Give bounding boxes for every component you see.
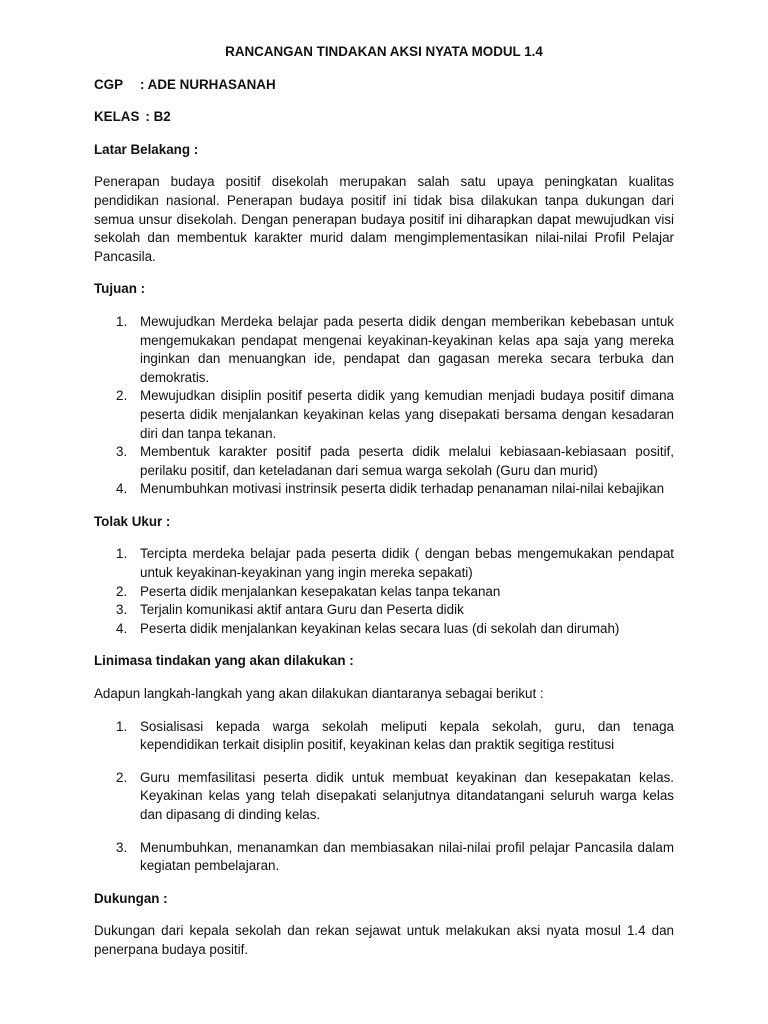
list-item (94, 718, 674, 755)
list-item (94, 601, 674, 620)
list-number: 3. (116, 839, 128, 855)
list-number: 2. (116, 388, 128, 404)
list-number: 2. (116, 769, 128, 785)
list-text: Peserta didik menjalankan keyakinan kelas secara luas (di sekolah dan dirumah) (140, 620, 620, 636)
list-text: Terjalin komunikasi aktif antara Guru dan Peserta didik (140, 602, 464, 618)
cgp-label: CGP (94, 76, 124, 92)
list-item (94, 583, 674, 602)
latar-paragraph: Penerapan budaya positif disekolah merupakan salah satu upaya peningkatan kualitas pendidikan nasional. Penerapan budaya positif ini tidak bisa dilakukan tanpa dukungan dari semua unsur disekolah. Dengan penerapan budaya positif ini diharapkan dapat mewujudkan visi sekolah dan membentuk karakter murid dalam mengimplementasikan nilai-nilai Profil Pelajar Pancasila. (94, 174, 674, 264)
kelas-value: : B2 (145, 109, 171, 125)
cgp-value: : ADE NURHASANAH (140, 76, 276, 92)
list-item (94, 387, 674, 443)
list-number: 2. (116, 583, 128, 599)
list-text: Tercipta merdeka belajar pada peserta didik ( dengan bebas mengemukakan pendapat untuk keyakinan-keyakinan yang ingin mereka sepakati) (140, 546, 674, 581)
list-item (94, 769, 674, 825)
list-item (94, 480, 674, 499)
list-text: Menumbuhkan motivasi instrinsik peserta didik terhadap penanaman nilai-nilai kebajikan (140, 481, 665, 497)
list-text: Mewujudkan disiplin positif peserta didik yang kemudian menjadi budaya positif dimana peserta didik menjalankan keyakinan kelas yang disepakati bersama dengan kesadaran diri dan tanpa tekanan. (140, 388, 674, 441)
list-text: Peserta didik menjalankan kesepakatan kelas tanpa tekanan (140, 583, 501, 599)
list-text: Sosialisasi kepada warga sekolah meliputi kepala sekolah, guru, dan tenaga kependidikan terkait disiplin positif, keyakinan kelas dan praktik segitiga restitusi (140, 718, 674, 753)
tolak-ukur-heading: Tolak Ukur : (94, 513, 171, 529)
list-number: 1. (116, 718, 128, 734)
list-number: 1. (116, 546, 128, 562)
document-title: RANCANGAN TINDAKAN AKSI NYATA MODUL 1.4 (225, 44, 543, 59)
latar-heading: Latar Belakang : (94, 141, 199, 157)
tujuan-heading: Tujuan : (94, 281, 146, 297)
dukungan-heading: Dukungan : (94, 890, 168, 906)
list-item (94, 443, 674, 480)
list-text: Mewujudkan Merdeka belajar pada peserta didik dengan memberikan kebebasan untuk mengemukakan pendapat mengenai keyakinan-keyakinan kelas apa saja yang mereka inginkan dan menuangkan ide, pendapat dan gagasan mereka secara terbuka dan demokratis. (140, 313, 674, 385)
linimasa-heading: Linimasa tindakan yang akan dilakukan : (94, 653, 354, 669)
list-item (94, 545, 674, 582)
list-item (94, 620, 674, 639)
list-text: Menumbuhkan, menanamkan dan membiasakan nilai-nilai profil pelajar Pancasila dalam kegiatan pembelajaran. (140, 839, 674, 874)
list-number: 3. (116, 602, 128, 618)
list-number: 4. (116, 481, 128, 497)
kelas-label: KELAS (94, 109, 140, 125)
linimasa-intro: Adapun langkah-langkah yang akan dilakukan diantaranya sebagai berikut : (94, 686, 544, 702)
list-text: Membentuk karakter positif pada peserta didik melalui kebiasaan-kebiasaan positif, perilaku positif, dan keteladanan dari semua warga sekolah (Guru dan murid) (140, 444, 674, 478)
list-number: 4. (116, 620, 128, 636)
list-text: Guru memfasilitasi peserta didik untuk membuat keyakinan dan kesepakatan kelas. Keyakinan kelas yang telah disepakati selanjutnya ditandatangani seluruh warga kelas dan dipasang di dinding kelas. (140, 769, 674, 822)
list-item (94, 313, 674, 387)
tujuan-list (94, 313, 674, 499)
list-number: 1. (116, 313, 128, 329)
tolak-ukur-list (94, 545, 674, 638)
kelas-row (94, 108, 674, 127)
list-number: 3. (116, 444, 128, 460)
list-item (94, 839, 674, 876)
linimasa-list (94, 718, 674, 876)
dukungan-paragraph: Dukungan dari kepala sekolah dan rekan sejawat untuk melakukan aksi nyata mosul 1.4 dan penerpana budaya positif. (94, 923, 674, 957)
cgp-row (94, 76, 674, 95)
